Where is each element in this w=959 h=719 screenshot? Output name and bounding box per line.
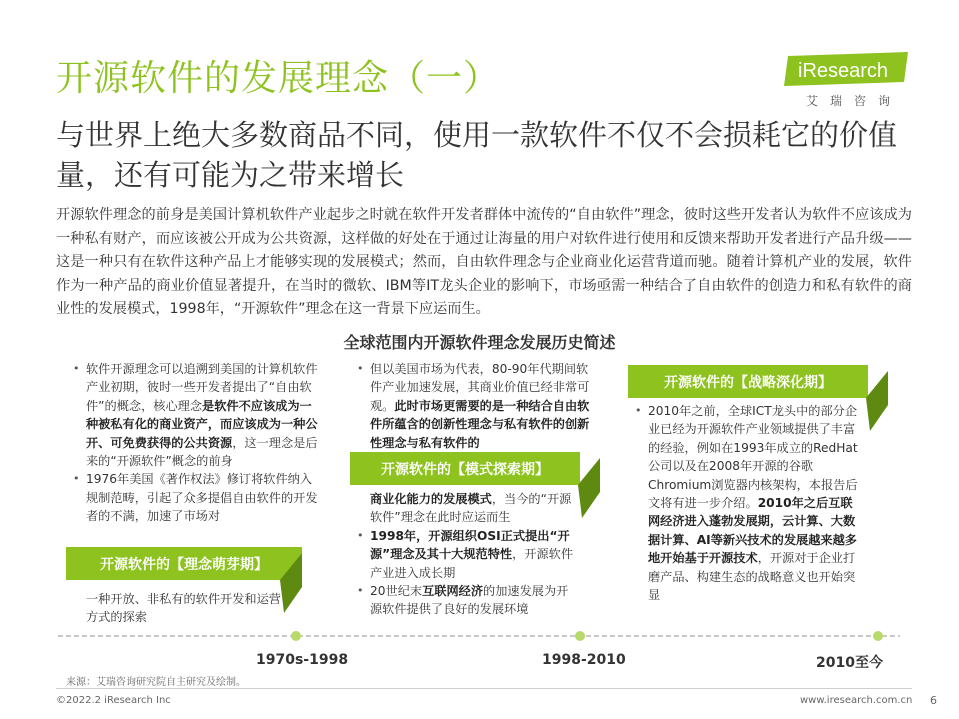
stage1-bullet-1-tail: ，这一理念是后来的“开源软件”概念的前身 <box>86 435 318 469</box>
stage3-bullet-1-bold: 2010年之后互联网经济进入蓬勃发展期，云计算、大数据计算、AI等新兴技术的发展越来越多地开始基于开源技术 <box>648 496 857 566</box>
logo-cn-text: 艾瑞咨询 <box>806 94 903 108</box>
logo-badge-icon <box>784 52 912 88</box>
timeline-axis <box>0 628 959 648</box>
period-label-2: 1998-2010 <box>542 652 626 668</box>
stage2-bullet-1 <box>370 360 596 452</box>
stage1-bullet-1-bold: 是软件不应该成为一种被私有化的商业资产，而应该成为一种公开、可免费获得的公共资源 <box>86 398 318 450</box>
period-label-3: 2010至今 <box>816 655 883 671</box>
stage3-bullet-1-text: 2010年之前，全球ICT龙头中的部分企业已经为开源软件产业领域提供了丰富的经验，例如在1993年成立的RedHat公司以及在2008年开源的谷歌Chromium浏览器内核架构，本报告后文将有进一步介绍。 <box>648 404 858 511</box>
timeline-dot-1998 <box>575 631 585 641</box>
stage2-bullet-3-tail: 的加速发展为开源软件提供了良好的发展环境 <box>370 584 569 617</box>
stage3-fold-icon <box>866 365 888 433</box>
stage2-cont-text: ，当今的“开源软件”理念在此时应运而生 <box>370 492 572 525</box>
footer-divider <box>56 688 912 689</box>
stage3-bullet-1-tail: ，开源对于企业打磨产品、构建生态的战略意义也开始突显 <box>648 551 856 603</box>
website-link[interactable]: www.iresearch.com.cn <box>800 695 913 706</box>
stage2-bullet-3-text: 20世纪末 <box>370 584 423 599</box>
stage2-bullet-2 <box>370 527 576 582</box>
stage2-continuation <box>356 490 576 527</box>
stage3-banner: 开源软件的【战略深化期】 <box>628 365 868 398</box>
copyright: ©2022.2 iResearch Inc <box>56 695 171 706</box>
stage2-bullet-1-text: 但以美国市场为代表，80-90年代期间软件产业加速发展，其商业价值已经非常可观。 <box>370 362 590 413</box>
stage2-bullet-1-bold: 此时市场更需要的是一种结合自由软件所蕴含的创新性理念与私有软件的创新性理念与私有软件的 <box>370 398 590 450</box>
stage1-after-paragraph: 一种开放、非私有的软件开发和运营方式的探索 <box>86 592 281 625</box>
stage2-bullet-3 <box>370 582 576 619</box>
stage2-text-bottom <box>356 490 576 619</box>
stage1-bullet-2-text: 1976年美国《著作权法》修订将软件纳入规制范畴，引起了众多提倡自由软件的开发者的不满，加速了市场对 <box>86 472 318 524</box>
stage1-bullet-2 <box>86 470 318 525</box>
logo-text: iResearch <box>798 60 889 82</box>
stage2-bullet-2-bold: 1998年，开源组织OSI正式提出“开源”理念及其十大规范特性 <box>370 528 570 562</box>
stage1-after-text <box>86 590 282 627</box>
stage1-bullet-1 <box>86 360 318 470</box>
stage2-bullet-3-bold: 互联网经济 <box>422 584 484 599</box>
stage2-fold-icon <box>578 452 600 520</box>
page-subtitle: 与世界上绝大多数商品不同，使用一款软件不仅不会损耗它的价值量，还有可能为之带来增长 <box>56 118 898 192</box>
page-number: 6 <box>930 694 937 707</box>
stage3-text <box>634 402 860 604</box>
page-title: 开源软件的发展理念（一） <box>56 58 501 99</box>
timeline-dot-1970s <box>291 631 301 641</box>
period-label-1: 1970s-1998 <box>256 652 349 668</box>
stage1-bullet-1-text: 软件开源理念可以追溯到美国的计算机软件产业初期，彼时一些开发者提出了“自由软件”的概念，核心理念 <box>86 362 318 413</box>
stage3-bullet-1 <box>648 402 860 604</box>
stage1-text <box>72 360 318 526</box>
stage2-text-top <box>356 360 596 452</box>
source-note: 来源：艾瑞咨询研究院自主研究及绘制。 <box>66 677 246 688</box>
iresearch-logo <box>784 52 914 114</box>
intro-paragraph: 开源软件理念的前身是美国计算机软件产业起步之时就在软件开发者群体中流传的“自由软件”理念，彼时这些开发者认为软件不应该成为一种私有财产，而应该被公开成为公共资源，这样做的好处在于通过让海量的用户对软件进行使用和反馈来帮助开发者进行产品升级——这是一种只有在软件这种产品上才能够实现的发展模式；然而，自由软件理念与企业商业化运营背道而驰。随着计算机产业的发展，软件作为一种产品的商业价值显著提升，在当时的微软、IBM等IT龙头企业的影响下，市场亟需一种结合了自由软件的创造力和私有软件的商业性的发展模式，1998年，“开源软件”理念在这一背景下应运而生。 <box>56 207 912 317</box>
stage2-bullet-2-text: ，开源软件产业进入成长期 <box>370 547 574 580</box>
timeline-title: 全球范围内开源软件理念发展历史简述 <box>343 333 616 352</box>
stage2-banner: 开源软件的【模式探索期】 <box>350 452 580 485</box>
stage1-banner: 开源软件的【理念萌芽期】 <box>66 547 302 580</box>
stage2-cont-bold: 商业化能力的发展模式 <box>370 492 492 506</box>
timeline-dot-2010 <box>873 631 883 641</box>
stage1-fold-icon <box>280 547 302 615</box>
